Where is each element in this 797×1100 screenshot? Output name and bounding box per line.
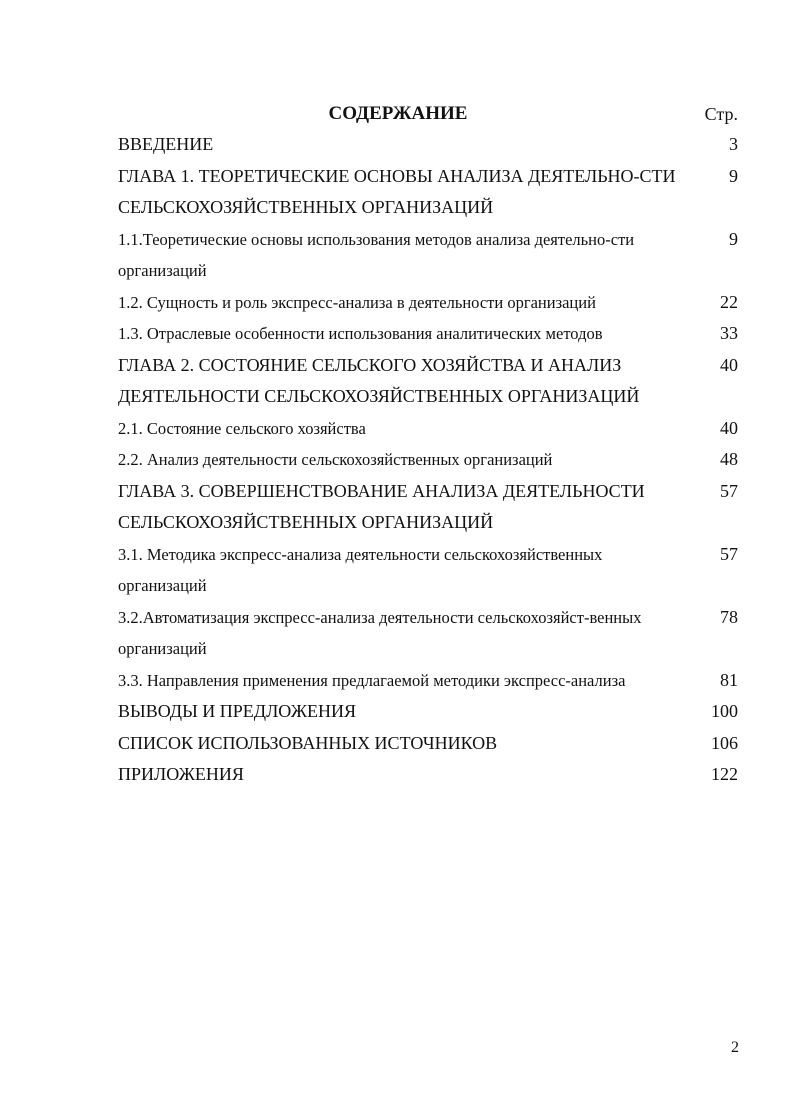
toc-entry-text: 3.2.Автоматизация экспресс-анализа деятельности сельскохозяйст-венных организаций — [118, 607, 642, 658]
toc-entry-page: 9 — [729, 228, 738, 249]
toc-entry-section-3-1 — [118, 539, 738, 602]
toc-entry-text: ГЛАВА 1. ТЕОРЕТИЧЕСКИЕ ОСНОВЫ АНАЛИЗА ДЕЯТЕЛЬНО-СТИ СЕЛЬСКОХОЗЯЙСТВЕННЫХ ОРГАНИЗАЦИЙ — [118, 165, 676, 217]
toc-entry-conclusions — [118, 696, 738, 728]
toc-entry-text: ПРИЛОЖЕНИЯ — [118, 764, 244, 784]
toc-entry-text: 1.2. Сущность и роль экспресс-анализа в деятельности организаций — [118, 292, 596, 312]
toc-entry-page: 40 — [720, 417, 738, 438]
toc-entry-page: 122 — [711, 764, 738, 784]
toc-entry-introduction — [118, 129, 738, 161]
toc-entry-references — [118, 728, 738, 760]
toc-entry-text: 3.1. Методика экспресс-анализа деятельности сельскохозяйственных организаций — [118, 544, 603, 595]
toc-entry-page: 40 — [720, 354, 738, 375]
toc-entry-section-2-2 — [118, 444, 738, 476]
toc-entry-page: 106 — [711, 732, 738, 753]
toc-entry-text: 2.1. Состояние сельского хозяйства — [118, 418, 366, 438]
toc-entry-section-2-1 — [118, 413, 738, 445]
toc-entry-text: 1.1.Теоретические основы использования методов анализа деятельно-сти организаций — [118, 229, 635, 280]
toc-entry-text: 1.3. Отраслевые особенности использования аналитических методов — [118, 324, 603, 343]
toc-entry-page: 33 — [720, 323, 738, 343]
toc-entry-chapter-3 — [118, 476, 738, 539]
toc-header — [118, 100, 738, 128]
toc-entry-text: 3.3. Направления применения предлагаемой методики экспресс-анализа — [118, 670, 626, 690]
toc-entry-text: ГЛАВА 2. СОСТОЯНИЕ СЕЛЬСКОГО ХОЗЯЙСТВА И АНАЛИЗ ДЕЯТЕЛЬНОСТИ СЕЛЬСКОХОЗЯЙСТВЕННЫХ ОРГАНИЗАЦИЙ — [118, 354, 640, 406]
toc-entry-section-3-2 — [118, 602, 738, 665]
toc-entry-chapter-1 — [118, 161, 738, 224]
toc-entry-text: ВЫВОДЫ И ПРЕДЛОЖЕНИЯ — [118, 701, 356, 721]
toc-entry-page: 3 — [729, 134, 738, 154]
toc-title: СОДЕРЖАНИЕ — [328, 103, 468, 124]
toc-entry-appendices — [118, 759, 738, 791]
toc-entry-page: 78 — [720, 606, 738, 627]
toc-entry-page: 48 — [720, 449, 738, 469]
toc-entry-page: 57 — [720, 543, 738, 564]
toc-entry-page: 57 — [720, 480, 738, 501]
table-of-contents — [118, 129, 738, 791]
page-column-label: Стр. — [704, 104, 738, 124]
toc-entry-text: СПИСОК ИСПОЛЬЗОВАННЫХ ИСТОЧНИКОВ — [118, 732, 498, 753]
page-number: 2 — [731, 1039, 739, 1056]
toc-entry-page: 22 — [720, 291, 738, 312]
toc-entry-section-3-3 — [118, 665, 738, 697]
toc-entry-section-1-3 — [118, 318, 738, 350]
toc-entry-page: 9 — [729, 165, 738, 186]
toc-entry-chapter-2 — [118, 350, 738, 413]
toc-entry-text: ВВЕДЕНИЕ — [118, 134, 214, 154]
toc-entry-page: 100 — [711, 701, 738, 721]
toc-entry-text: ГЛАВА 3. СОВЕРШЕНСТВОВАНИЕ АНАЛИЗА ДЕЯТЕЛЬНОСТИ СЕЛЬСКОХОЗЯЙСТВЕННЫХ ОРГАНИЗАЦИЙ — [118, 480, 645, 532]
toc-entry-page: 81 — [720, 669, 738, 690]
toc-entry-section-1-2 — [118, 287, 738, 319]
toc-entry-section-1-1 — [118, 224, 738, 287]
toc-entry-text: 2.2. Анализ деятельности сельскохозяйственных организаций — [118, 450, 553, 469]
